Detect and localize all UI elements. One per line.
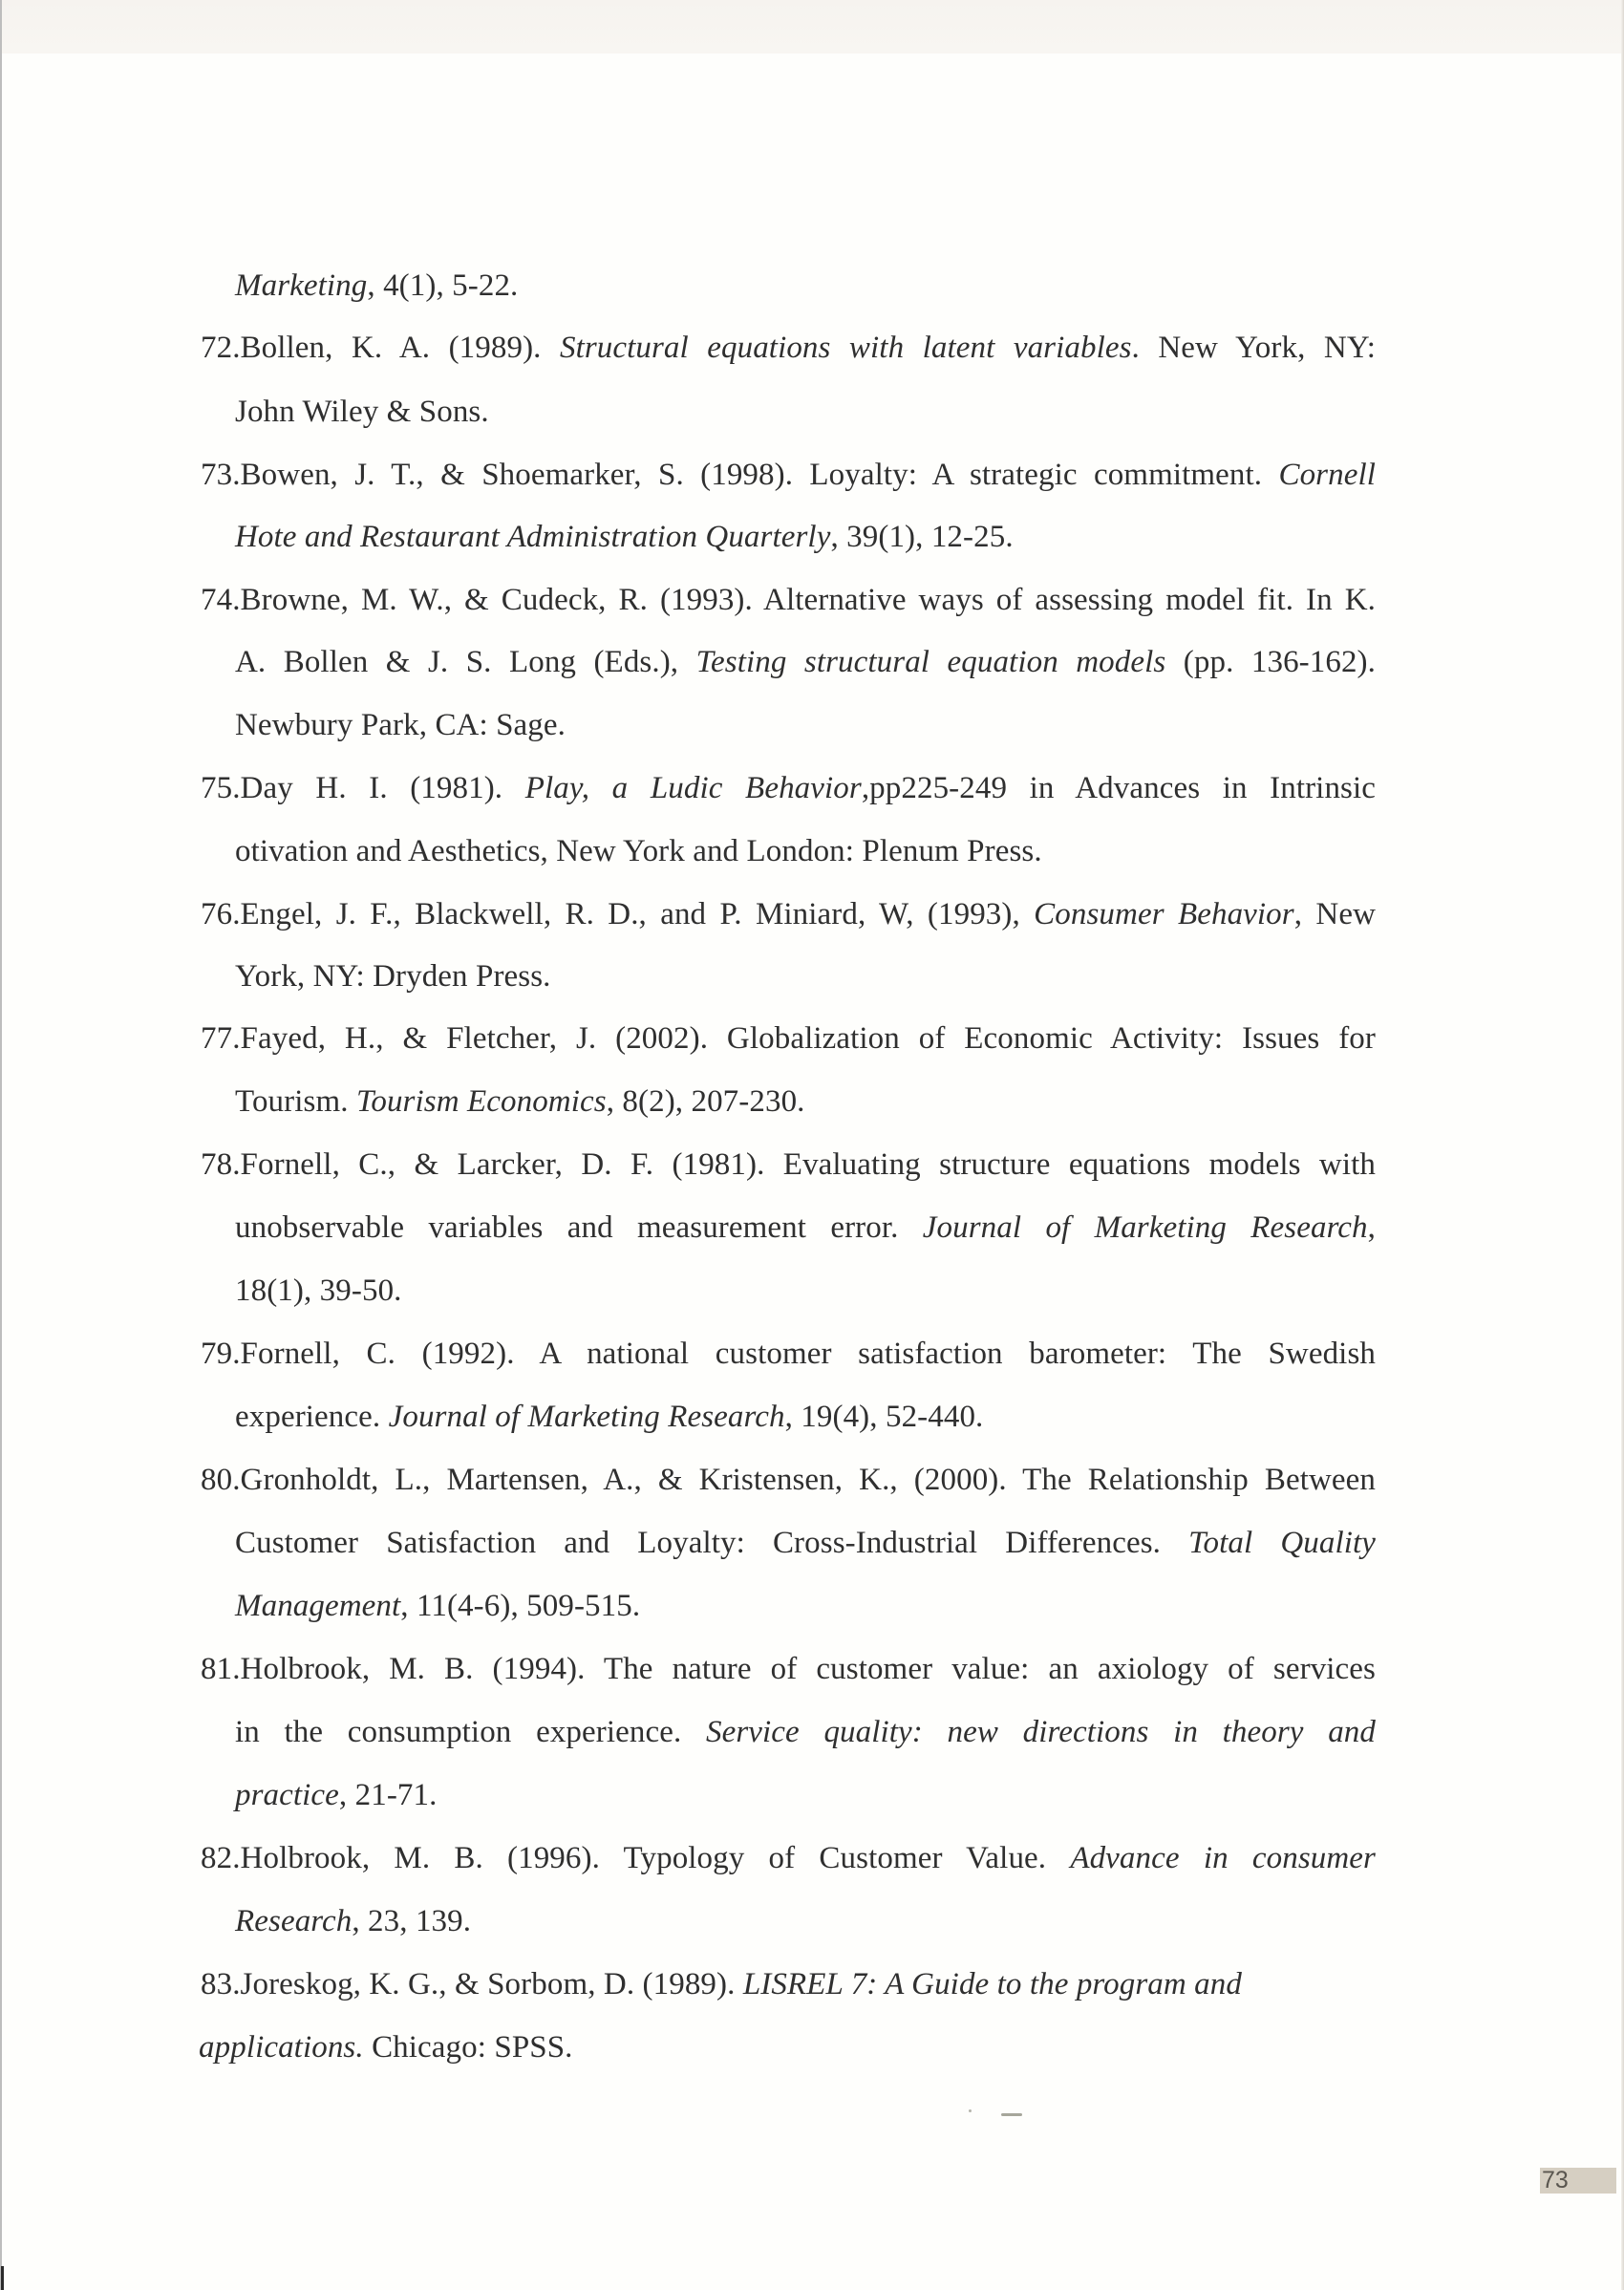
reference-text: , 23, 139.: [352, 1904, 472, 1938]
reference-text: 79.Fornell, C. (1992). A national customer satisfaction barometer: The Swedish: [201, 1337, 1376, 1371]
reference-line: [235, 1398, 983, 1436]
reference-line: [235, 1272, 402, 1310]
reference-title-italic: Hote and Restaurant Administration Quarterly: [235, 520, 831, 554]
reference-text: otivation and Aesthetics, New York and London: Plenum Press.: [235, 834, 1042, 868]
reference-text: John Wiley & Sons.: [235, 395, 489, 429]
reference-text: 80.Gronholdt, L., Martensen, A., & Kristensen, K., (2000). The Relationship Between: [201, 1463, 1376, 1497]
reference-line: [201, 1461, 1376, 1499]
reference-text: in the consumption experience.: [235, 1715, 706, 1749]
reference-title-italic: Service quality: new directions in theory and: [705, 1715, 1376, 1749]
reference-line: [235, 832, 1042, 870]
reference-line: [201, 1650, 1376, 1688]
reference-text: 83.Joreskog, K. G., & Sorbom, D. (1989).: [201, 1967, 743, 2001]
reference-text: 72.Bollen, K. A. (1989).: [201, 331, 560, 365]
reference-text: Tourism.: [235, 1084, 356, 1119]
reference-line: [235, 1209, 1376, 1247]
reference-line: [235, 1713, 1376, 1751]
reference-text: Customer Satisfaction and Loyalty: Cross-Industrial Differences.: [235, 1526, 1189, 1560]
reference-line: [235, 1082, 805, 1121]
scan-left-edge: [0, 0, 2, 2290]
reference-line: [235, 1776, 437, 1814]
reference-text: 73.Bowen, J. T., & Shoemarker, S. (1998). Loyalty: A strategic commitment.: [201, 458, 1279, 492]
reference-text: 74.Browne, M. W., & Cudeck, R. (1993). Alternative ways of assessing model fit. In K.: [201, 583, 1376, 617]
reference-line: [201, 581, 1376, 619]
reference-line: [201, 456, 1376, 494]
reference-line: [235, 267, 518, 305]
page-number-badge: [1540, 2168, 1616, 2194]
reference-text: , 4(1), 5-22.: [367, 268, 519, 303]
reference-line: [235, 643, 1376, 681]
reference-title-italic: Tourism Economics: [355, 1084, 607, 1119]
reference-text: (pp. 136-162).: [1165, 645, 1377, 679]
reference-line: [235, 518, 1014, 556]
reference-text: A. Bollen & J. S. Long (Eds.),: [235, 645, 696, 679]
reference-title-italic: Play, a Ludic Behavior: [524, 771, 862, 805]
reference-text: 18(1), 39-50.: [235, 1273, 402, 1308]
reference-line: [199, 2028, 573, 2066]
reference-title-italic: practice: [235, 1778, 339, 1812]
reference-line: [201, 1965, 1242, 2003]
reference-line: [201, 769, 1376, 807]
reference-title-italic: Testing structural equation models: [695, 645, 1166, 679]
reference-title-italic: Cornell: [1278, 458, 1376, 492]
reference-text: 82.Holbrook, M. B. (1996). Typology of Customer Value.: [201, 1841, 1071, 1875]
reference-line: [201, 1145, 1376, 1184]
reference-line: [235, 1587, 640, 1625]
reference-line: [235, 393, 489, 431]
reference-text: , 11(4-6), 509-515.: [400, 1589, 641, 1623]
reference-text: ,pp225-249 in Advances in Intrinsic: [861, 771, 1377, 805]
reference-text: 81.Holbrook, M. B. (1994). The nature of customer value: an axiology of services: [201, 1652, 1376, 1686]
reference-line: [235, 1902, 471, 1940]
reference-text: Chicago: SPSS.: [363, 2030, 573, 2065]
reference-title-italic: LISREL 7: A Guide to the program and: [742, 1967, 1242, 2001]
reference-title-italic: Journal of Marketing Research: [388, 1400, 785, 1434]
reference-title-italic: Marketing: [235, 268, 368, 303]
reference-line: [235, 957, 551, 995]
reference-line: [201, 1839, 1376, 1877]
page-number: 73: [1542, 2167, 1569, 2194]
reference-text: 77.Fayed, H., & Fletcher, J. (2002). Globalization of Economic Activity: Issues for: [201, 1021, 1376, 1056]
reference-text: , 39(1), 12-25.: [830, 520, 1014, 554]
reference-title-italic: Research: [235, 1904, 353, 1938]
scan-left-edge-mark: [1, 2266, 4, 2290]
scan-speck: [969, 2109, 972, 2112]
reference-line: [201, 895, 1376, 933]
reference-line: [201, 1019, 1376, 1058]
reference-title-italic: Structural equations with latent variables: [559, 331, 1132, 365]
reference-title-italic: Advance in consumer: [1070, 1841, 1376, 1875]
reference-line: [201, 1335, 1376, 1373]
reference-text: Newbury Park, CA: Sage.: [235, 708, 566, 742]
reference-title-italic: Total Quality: [1188, 1526, 1377, 1560]
reference-text: , 21-71.: [338, 1778, 438, 1812]
reference-line: [201, 329, 1376, 367]
reference-text: , 8(2), 207-230.: [606, 1084, 805, 1119]
reference-text: , New: [1293, 897, 1377, 931]
reference-text: 75.Day H. I. (1981).: [201, 771, 525, 805]
reference-text: experience.: [235, 1400, 389, 1434]
reference-text: , 19(4), 52-440.: [784, 1400, 984, 1434]
reference-title-italic: Journal of Marketing Research: [922, 1210, 1368, 1245]
reference-text: . New York, NY:: [1131, 331, 1376, 365]
reference-text: York, NY: Dryden Press.: [235, 959, 551, 994]
scan-top-band: [0, 0, 1624, 54]
reference-line: [235, 1524, 1376, 1562]
reference-text: ,: [1367, 1210, 1376, 1245]
reference-text: unobservable variables and measurement error.: [235, 1210, 923, 1245]
reference-line: [235, 706, 566, 744]
reference-text: 76.Engel, J. F., Blackwell, R. D., and P. Miniard, W, (1993),: [201, 897, 1035, 931]
reference-text: 78.Fornell, C., & Larcker, D. F. (1981). Evaluating structure equations models with: [201, 1147, 1376, 1182]
reference-title-italic: applications.: [199, 2030, 364, 2065]
scan-speck: [1001, 2113, 1022, 2116]
reference-title-italic: Management: [235, 1589, 401, 1623]
reference-title-italic: Consumer Behavior: [1034, 897, 1294, 931]
